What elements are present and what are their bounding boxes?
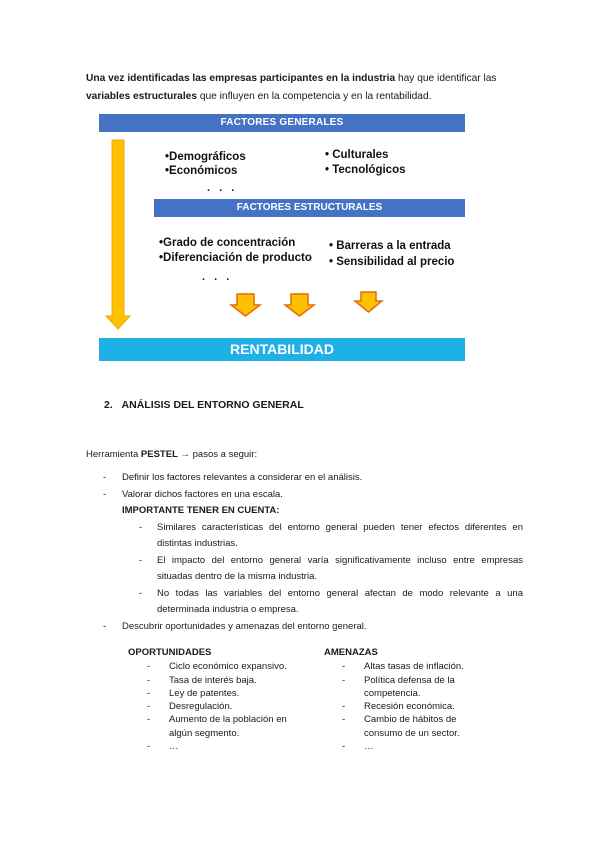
down-arrow-icon-2 xyxy=(285,294,314,316)
section-title: ANÁLISIS DEL ENTORNO GENERAL xyxy=(121,399,304,411)
structural-factor-right-2: • Sensibilidad al precio xyxy=(329,256,455,268)
list-dash: - xyxy=(147,714,151,726)
general-factor-left-1: •Demográficos xyxy=(165,151,246,163)
note-text: Similares características del entorno general pueden tener efectos diferentes en distintas industrias. xyxy=(157,521,523,549)
list-dash: - xyxy=(342,701,346,713)
step-text: Definir los factores relevantes a considerar en el análisis. xyxy=(122,472,363,483)
list-item xyxy=(139,553,523,586)
intro-bold-2: variables estructurales xyxy=(86,90,197,102)
list-dash: - xyxy=(147,661,151,673)
list-item xyxy=(342,700,484,713)
long-down-arrow-icon xyxy=(106,140,130,329)
threat-text: Recesión económica. xyxy=(364,701,455,713)
list-dash: - xyxy=(147,741,151,753)
list-item xyxy=(342,740,484,753)
down-arrow-icon-1 xyxy=(231,294,260,316)
opportunity-text: … xyxy=(169,741,179,753)
section-heading xyxy=(104,399,304,411)
list-dash: - xyxy=(139,521,143,533)
structural-factors-bar: FACTORES ESTRUCTURALES xyxy=(154,199,465,217)
threat-text: Política defensa de la competencia. xyxy=(364,674,455,699)
intro-text-2: que influyen en la competencia y en la rentabilidad. xyxy=(197,90,432,102)
note-text: No todas las variables del entorno general afectan de modo relevante a una determinada industria o empresa. xyxy=(157,587,523,615)
opportunity-text: Tasa de interés baja. xyxy=(169,674,257,686)
opportunity-text: Ley de patentes. xyxy=(169,687,240,699)
list-item xyxy=(342,660,484,673)
list-dash: - xyxy=(147,674,151,686)
list-dash: - xyxy=(139,587,143,599)
list-item xyxy=(103,470,523,487)
list-item xyxy=(103,487,523,504)
list-item xyxy=(147,740,308,753)
list-dash: - xyxy=(103,472,107,483)
list-item xyxy=(103,619,523,636)
list-dash: - xyxy=(342,661,346,673)
profitability-bar: RENTABILIDAD xyxy=(99,338,465,361)
threats-column xyxy=(324,646,484,753)
structural-dots: . . . xyxy=(202,271,233,283)
important-notes-list xyxy=(103,520,523,619)
down-arrow-icon-3 xyxy=(355,292,382,312)
steps-list xyxy=(103,470,523,635)
intro-bold-1: Una vez identificadas las empresas participantes en la industria xyxy=(86,73,396,84)
list-item xyxy=(342,713,484,740)
threat-text: … xyxy=(364,741,374,753)
list-dash: - xyxy=(139,554,143,566)
opportunities-title: OPORTUNIDADES xyxy=(128,647,212,658)
list-dash: - xyxy=(147,687,151,699)
opportunity-text: Ciclo económico expansivo. xyxy=(169,661,287,673)
structural-factor-right-1: • Barreras a la entrada xyxy=(329,240,451,252)
step-text: Valorar dichos factores en una escala. xyxy=(122,488,283,500)
step-text: Descubrir oportunidades y amenazas del entorno general. xyxy=(122,620,367,632)
list-item xyxy=(147,674,308,687)
factors-diagram xyxy=(99,114,465,361)
list-dash: - xyxy=(103,620,107,632)
structural-factor-left-2: •Diferenciación de producto xyxy=(159,252,312,264)
opportunities-column xyxy=(128,646,308,753)
intro-text-1: hay que identificar las xyxy=(395,73,497,84)
list-item xyxy=(147,660,308,673)
opportunity-text: Aumento de la población en algún segmento. xyxy=(169,714,287,739)
list-item xyxy=(147,700,308,713)
section-number: 2. xyxy=(104,399,113,411)
threats-title: AMENAZAS xyxy=(324,647,378,658)
threats-list xyxy=(324,660,484,753)
general-factor-right-1: • Culturales xyxy=(325,149,389,161)
pestel-line xyxy=(86,449,257,460)
threat-text: Altas tasas de inflación. xyxy=(364,661,464,673)
general-factor-right-2: • Tecnológicos xyxy=(325,164,406,176)
list-dash: - xyxy=(342,741,346,753)
tool-name: PESTEL xyxy=(140,449,178,460)
list-item xyxy=(139,586,523,619)
general-factors-bar: FACTORES GENERALES xyxy=(99,114,465,132)
note-text: El impacto del entorno general varía significativamente incluso entre empresas situadas dentro de la misma industria. xyxy=(157,554,523,582)
opportunities-list xyxy=(128,660,308,753)
list-dash: - xyxy=(147,701,151,713)
tool-prefix: Herramienta xyxy=(86,449,141,460)
threat-text: Cambio de hábitos de consumo de un sector. xyxy=(364,714,460,739)
list-dash: - xyxy=(103,488,107,500)
list-dash: - xyxy=(342,674,346,686)
list-dash: - xyxy=(342,714,346,726)
intro-paragraph xyxy=(86,70,526,105)
list-item xyxy=(342,674,484,701)
tool-suffix: → pasos a seguir: xyxy=(177,449,258,460)
opportunity-text: Desregulación. xyxy=(169,701,233,713)
general-factor-left-2: •Económicos xyxy=(165,165,238,177)
list-item xyxy=(147,713,308,740)
structural-factor-left-1: •Grado de concentración xyxy=(159,237,296,249)
list-item xyxy=(139,520,523,553)
important-note-title: IMPORTANTE TENER EN CUENTA: xyxy=(122,505,280,516)
general-dots: . . . xyxy=(207,182,238,194)
list-item xyxy=(147,687,308,700)
